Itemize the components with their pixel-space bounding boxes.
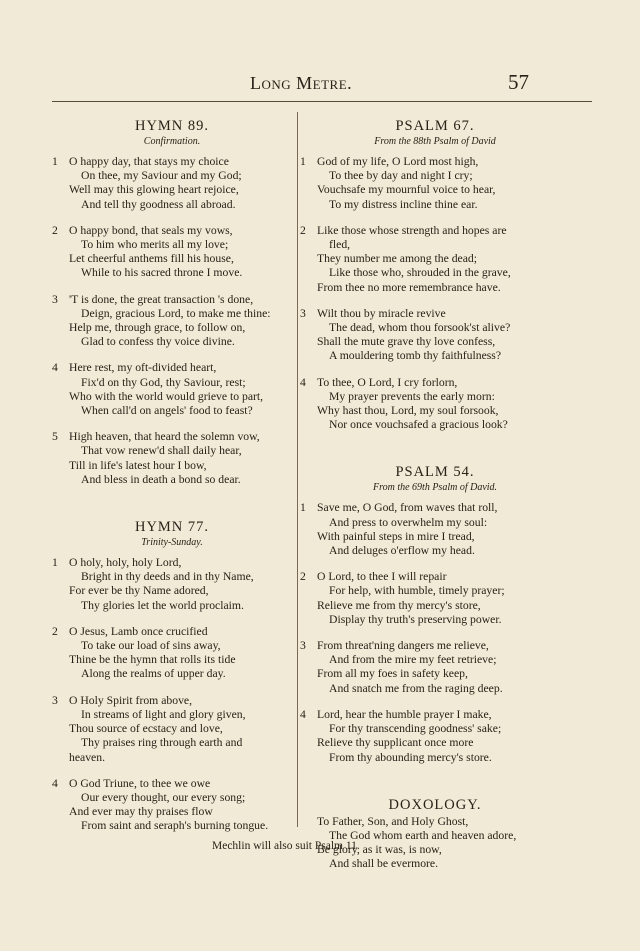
verse-line-text: O Jesus, Lamb once crucified: [69, 624, 208, 638]
verse-line-text: And shall be evermore.: [329, 857, 439, 871]
verse: [300, 639, 570, 696]
verse-line-text: Vouchsafe my mournful voice to hear,: [317, 183, 496, 197]
verse-line: [52, 198, 292, 212]
verse-line: [300, 516, 570, 530]
verse-line-text: Shall the mute grave thy love confess,: [317, 335, 496, 349]
song-title: HYMN 77.: [134, 519, 210, 536]
verse-line: [52, 376, 292, 390]
page-header-title: Long Metre.: [250, 73, 353, 93]
verse-line-text: O Lord, to thee I will repair: [317, 570, 447, 584]
verse-line-text: Our every thought, our every song;: [81, 790, 246, 804]
verse-line-text: Lord, hear the humble prayer I make,: [317, 707, 492, 721]
verse-number: 3: [52, 292, 58, 306]
verse-line: [300, 667, 570, 681]
verse-line-text: In streams of light and glory given,: [81, 707, 246, 721]
verse: [52, 694, 292, 765]
verse: [52, 625, 292, 682]
verse-line-text: Save me, O God, from waves that roll,: [317, 501, 498, 515]
verse-line: [52, 430, 292, 444]
song-subtitle: Trinity-Sunday.: [141, 537, 203, 549]
verse-line-text: From threat'ning dangers me relieve,: [317, 639, 489, 653]
verse: [52, 430, 292, 487]
verse-line: [300, 418, 570, 432]
verse-number: 4: [300, 375, 306, 389]
verse-line-text: A mouldering tomb thy faithfulness?: [329, 349, 502, 363]
verse-line: [52, 390, 292, 404]
verse-line-text: O Holy Spirit from above,: [69, 693, 193, 707]
verse-line: [52, 805, 292, 819]
verse-line-text: O happy bond, that seals my vows,: [69, 223, 233, 237]
verse-line-text: For help, with humble, timely prayer;: [329, 584, 505, 598]
verse-line-text: Fix'd on thy God, thy Saviour, rest;: [81, 375, 246, 389]
verse-line-text: Who with the world would grieve to part,: [69, 389, 264, 403]
verse-line: [52, 639, 292, 653]
verse-line-text: High heaven, that heard the solemn vow,: [69, 430, 260, 444]
verse-line: [300, 501, 570, 515]
verse-line-text: Nor once vouchsafed a gracious look?: [329, 418, 508, 432]
verse-line-text: To Father, Son, and Holy Ghost,: [317, 814, 469, 828]
song-title: HYMN 89.: [134, 118, 210, 134]
verse-line-text: Along the realms of upper day.: [81, 667, 226, 681]
verse-line: [52, 570, 292, 584]
verse-line: [52, 335, 292, 349]
verse-line: [52, 473, 292, 487]
verse-line-text: When call'd on angels' food to feast?: [81, 404, 253, 418]
verse-line-text: Here rest, my oft-divided heart,: [69, 361, 217, 375]
verse-number: 4: [300, 707, 306, 721]
verse-line: [52, 708, 292, 722]
verse: [52, 293, 292, 350]
verse-number: 3: [52, 693, 58, 707]
verse-line-text: To him who merits all my love;: [81, 238, 229, 252]
verse-line-text: Thy praises ring through earth and: [81, 736, 243, 750]
verse-line: [300, 599, 570, 613]
verse-line-text: That vow renew'd shall daily hear,: [81, 444, 242, 458]
verse-line-text: Wilt thou by miracle revive: [317, 306, 446, 320]
verse-line: [52, 736, 292, 750]
verse-line: [52, 252, 292, 266]
verse-number: 1: [300, 155, 306, 168]
verse-line: [300, 544, 570, 558]
verse-line: [300, 736, 570, 750]
verse-number: 2: [300, 570, 306, 584]
verse-line: [52, 599, 292, 613]
verse-line-text: While to his sacred throne I move.: [81, 266, 243, 280]
verse-line: [52, 819, 292, 833]
verse-line: [300, 815, 570, 829]
verse-line-text: Like those who, shrouded in the grave,: [329, 266, 511, 280]
verse-line: [52, 307, 292, 321]
verse-line-text: Why hast thou, Lord, my soul forsook,: [317, 404, 499, 418]
verse-line-text: heaven.: [69, 750, 106, 764]
verse-line-text: To my distress incline thine ear.: [329, 197, 478, 211]
verse-line-text: Well may this glowing heart rejoice,: [69, 183, 239, 197]
verse-line: [300, 198, 570, 212]
verse-line: [300, 653, 570, 667]
verse-number: 3: [300, 639, 306, 653]
verse-line-text: And bless in death a bond so dear.: [81, 472, 241, 486]
verse-line-text: Let cheerful anthems fill his house,: [69, 252, 234, 266]
verse-number: 1: [300, 501, 306, 515]
verse-line: [52, 224, 292, 238]
verse-number: 2: [52, 223, 58, 237]
verse-line: [300, 376, 570, 390]
verse-line: [300, 404, 570, 418]
verse: [300, 376, 570, 433]
verse-number: 1: [52, 155, 58, 168]
footer-note: Mechlin will also suit Psalm 11.: [212, 840, 360, 852]
verse: [300, 501, 570, 558]
column-divider: [297, 112, 298, 827]
verse-line-text: fled,: [329, 238, 351, 252]
verse-line: [52, 584, 292, 598]
left-column: [52, 112, 292, 846]
song-subtitle: From the 69th Psalm of David.: [372, 482, 498, 494]
verse-line-text: And snatch me from the raging deep.: [329, 681, 503, 695]
song-subtitle: Confirmation.: [143, 136, 201, 147]
verse-line: [52, 404, 292, 418]
verse-line: [300, 857, 570, 871]
verse-line-text: O God Triune, to thee we owe: [69, 776, 211, 790]
verse-line-text: Bright in thy deeds and in thy Name,: [81, 570, 254, 584]
verse-line-text: To thee, O Lord, I cry forlorn,: [317, 375, 458, 389]
verse-line: [52, 667, 292, 681]
verse-number: 1: [52, 556, 58, 570]
verse-line: [300, 570, 570, 584]
verse-line: [300, 307, 570, 321]
verse-line-text: On thee, my Saviour and my God;: [81, 169, 242, 183]
section-gap: [300, 777, 570, 791]
verse: [52, 556, 292, 613]
right-column: [300, 112, 570, 884]
verse-line: [52, 459, 292, 473]
verse-line: [300, 722, 570, 736]
verse-line: [52, 321, 292, 335]
page-number: 57: [508, 70, 529, 94]
verse-line-text: Display thy truth's preserving power.: [329, 612, 502, 626]
verse: [52, 155, 292, 212]
section-gap: [52, 499, 292, 513]
verse-line-text: My prayer prevents the early morn:: [329, 389, 495, 403]
verse-line-text: Be glory, as it was, is now,: [317, 843, 442, 857]
verse: [300, 155, 570, 212]
verse-line: [52, 169, 292, 183]
song-title: PSALM 54.: [395, 464, 475, 481]
header-rule: [52, 101, 592, 102]
verse-line-text: Like those whose strength and hopes are: [317, 223, 507, 237]
verse-line-text: O holy, holy, holy Lord,: [69, 556, 182, 570]
verse-line: [52, 444, 292, 458]
verse-line-text: The God whom earth and heaven adore,: [329, 828, 517, 842]
verse-line: [300, 224, 570, 238]
verse-line-text: Till in life's latest hour I bow,: [69, 458, 207, 472]
verse-line: [300, 584, 570, 598]
verse: [300, 708, 570, 765]
verse-line: [300, 708, 570, 722]
verse-line: [300, 252, 570, 266]
verse-line: [300, 281, 570, 295]
verse-line: [52, 293, 292, 307]
verse-line-text: From saint and seraph's burning tongue.: [81, 819, 269, 833]
verse-line: [300, 266, 570, 280]
verse-line-text: And ever may thy praises flow: [69, 805, 213, 819]
verse-line: [52, 155, 292, 169]
verse-line-text: For thy transcending goodness' sake;: [329, 722, 502, 736]
verse-line-text: God of my life, O Lord most high,: [317, 155, 479, 168]
song-title: PSALM 67.: [395, 118, 475, 134]
verse-line: [52, 361, 292, 375]
verse-line-text: From thy abounding mercy's store.: [329, 750, 492, 764]
verse-line: [52, 238, 292, 252]
verse: [52, 777, 292, 834]
verse: [52, 361, 292, 418]
verse-line-text: And deluges o'erflow my head.: [329, 544, 475, 558]
verse-line-text: To take our load of sins away,: [81, 639, 221, 653]
verse-line: [300, 682, 570, 696]
verse-number: 5: [52, 430, 58, 444]
verse-number: 2: [52, 624, 58, 638]
verse-line: [300, 238, 570, 252]
verse-line-text: For ever be thy Name adored,: [69, 584, 209, 598]
verse-line: [52, 694, 292, 708]
verse-line-text: Relieve thy supplicant once more: [317, 736, 474, 750]
verse-line-text: The dead, whom thou forsook'st alive?: [329, 321, 511, 335]
verse-line: [300, 390, 570, 404]
verse-line-text: From thee no more remembrance have.: [317, 280, 501, 294]
verse-line: [52, 777, 292, 791]
verse-number: 4: [52, 776, 58, 790]
verse: [300, 224, 570, 295]
verse: [300, 307, 570, 364]
verse-line-text: They number me among the dead;: [317, 252, 478, 266]
verse-line: [300, 169, 570, 183]
verse-line-text: 'T is done, the great transaction 's done,: [69, 292, 254, 306]
verse-line-text: Thine be the hymn that rolls its tide: [69, 653, 236, 667]
verse-line-text: Help me, through grace, to follow on,: [69, 321, 246, 335]
verse-number: 3: [300, 306, 306, 320]
verse-line-text: And from the mire my feet retrieve;: [329, 653, 497, 667]
verse-line-text: O happy day, that stays my choice: [69, 155, 229, 168]
verse-number: 2: [300, 223, 306, 237]
verse-line: [300, 751, 570, 765]
verse-line: [300, 321, 570, 335]
verse: [52, 224, 292, 281]
verse: [300, 570, 570, 627]
verse-number: 4: [52, 361, 58, 375]
verse-line-text: From all my foes in safety keep,: [317, 667, 468, 681]
verse-line-text: Deign, gracious Lord, to make me thine:: [81, 306, 271, 320]
verse-line: [300, 613, 570, 627]
verse-line-text: To thee by day and night I cry;: [329, 169, 473, 183]
verse-line-text: And tell thy goodness all abroad.: [81, 197, 236, 211]
verse-line: [300, 155, 570, 169]
verse-line: [52, 653, 292, 667]
verse-line: [52, 625, 292, 639]
verse-line-text: Glad to confess thy voice divine.: [81, 335, 235, 349]
verse-line: [300, 530, 570, 544]
verse-line-text: Thy glories let the world proclaim.: [81, 598, 244, 612]
verse-line-text: Relieve me from thy mercy's store,: [317, 598, 481, 612]
verse-line: [52, 722, 292, 736]
verse-line-text: With painful steps in mire I tread,: [317, 529, 475, 543]
verse-line: [300, 335, 570, 349]
verse-line: [52, 556, 292, 570]
section-gap: [300, 444, 570, 458]
verse-line-text: And press to overwhelm my soul:: [329, 515, 488, 529]
verse-line: [52, 791, 292, 805]
verse-line: [52, 266, 292, 280]
verse-line: [300, 349, 570, 363]
verse-line-text: Thou source of ecstacy and love,: [69, 722, 223, 736]
verse-line: [300, 639, 570, 653]
song-subtitle: From the 88th Psalm of David: [374, 136, 496, 147]
verse-line: [52, 751, 292, 765]
verse-line: [300, 183, 570, 197]
verse-line: [52, 183, 292, 197]
song-title: DOXOLOGY.: [388, 796, 482, 813]
